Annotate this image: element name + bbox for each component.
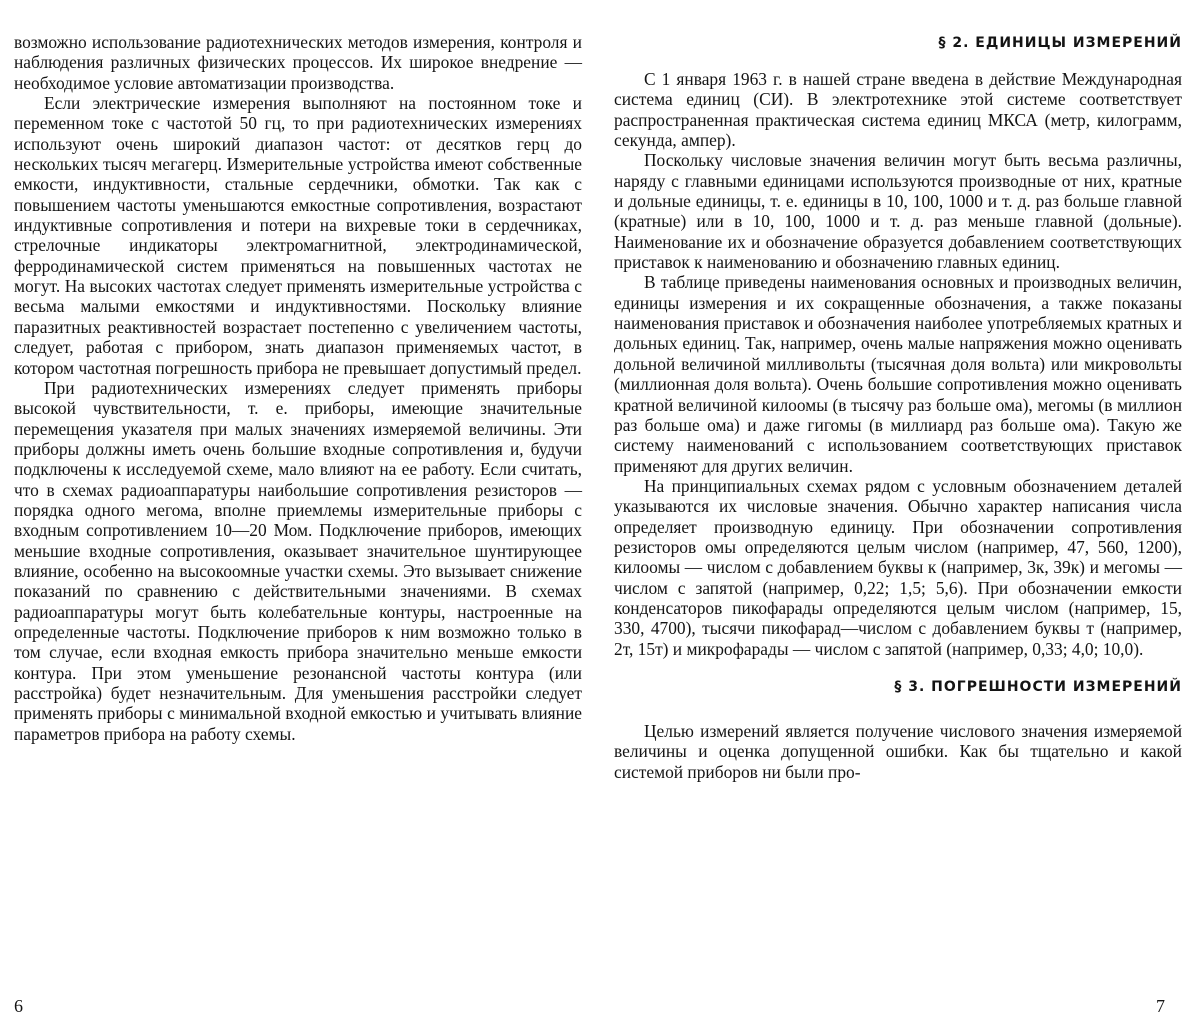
right-paragraph-4: На принципиальных схемах рядом с условным обозначением деталей указываются их числовые значения. Обычно характер написания числа определяет производную единицу. При обозначении сопротивления резисторов омы определяются целым числом (например, 47, 560, 1200), килоомы — числом с добавлением буквы к (например, 3к, 39к) и мегомы — числом с запятой (например, 0,22; 1,5; 5,6). При обозначении емкости конденсаторов пикофарады определяются целым числом (например, 15, 330, 4700), тысячи пикофарад—числом с добавлением буквы т (например, 2т, 15т) и микрофарады — числом с запятой (например, 0,33; 4,0; 10,0). [614, 475, 1182, 659]
left-paragraph-1: возможно использование радиотехнических методов измерения, контроля и наблюдения различных физических процессов. Их широкое внедрение — необходимое условие автоматизации производства. [14, 32, 582, 93]
right-paragraph-3: В таблице приведены наименования основных и производных величин, единицы измерения и их сокращенные обозначения, а также показаны наименования приставок и обозначения наиболее употребляемых кратных и дольных единиц. Так, например, очень малые напряжения можно оценивать дольной величиной милливольты (тысячная доля вольта) или микровольты (миллионная доля вольта). Очень большие сопротивления можно оценивать кратной величиной килоомы (в тысячу раз больше ома), мегомы (в миллион раз больше ома) и даже гигомы (в миллиард раз больше ома). Такую же систему наименований с использованием соответствующих приставок применяют для других величин. [614, 272, 1182, 476]
right-page [614, 32, 1182, 782]
section-3-heading: § 3. ПОГРЕШНОСТИ ИЗМЕРЕНИЙ [894, 678, 1182, 695]
left-page-number: 6 [14, 996, 23, 1016]
right-page-number: 7 [1156, 996, 1165, 1016]
left-paragraph-3: При радиотехнических измерениях следует применять приборы высокой чувствительности, т. е. приборы, имеющие значительные перемещения указателя при малых значениях измеряемой величины. Эти приборы должны иметь очень большие входные сопротивления и, будучи подключены к исследуемой схеме, мало влияют на ее работу. Если считать, что в схемах радиоаппаратуры наибольшие сопротивления резисторов — порядка одного мегома, вполне приемлемы измерительные приборы с входным сопротивлением 10—20 Мом. Подключение приборов, имеющих меньшие входные сопротивления, оказывает значительное шунтирующее влияние, особенно на высокоомные участки схемы. Это вызывает снижение показаний по сравнению с действительными значениями. В схемах радиоаппаратуры могут быть колебательные контуры, настроенные на определенные частоты. Подключение приборов к ним возможно только в том случае, если входная емкость прибора значительно меньше емкости контура. При этом уменьшение резонансной частоты контура (или расстройка) будет незначительным. Для уменьшения расстройки следует применять приборы с минимальной входной емкостью и учитывать влияние параметров прибора на работу схемы. [14, 377, 582, 744]
right-paragraph-5: Целью измерений является получение числового значения измеряемой величины и оценка допущенной ошибки. Как бы тщательно и какой системой приборов ни были про- [614, 720, 1182, 782]
left-paragraph-2: Если электрические измерения выполняют на постоянном токе и переменном токе с частотой 50 гц, то при радиотехнических измерениях используют очень широкий диапазон частот: от десятков герц до нескольких тысяч мегагерц. Измерительные устройства имеют собственные емкости, индуктивности, стальные сердечники, обмотки. Так как с повышением частоты уменьшаются емкостные сопротивления, возрастают индуктивные сопротивления и потери на вихревые токи в сердечниках, стрелочные индикаторы электромагнитной, электродинамической, ферродинамической систем применяться на повышенных частотах не могут. На высоких частотах следует применять измерительные устройства с весьма малыми емкостями и индуктивностями. Поскольку влияние паразитных реактивностей возрастает постепенно с увеличением частоты, следует, работая с прибором, знать диапазон применяемых частот, в котором частотная погрешность прибора не превышает допустимый предел. [14, 93, 582, 378]
left-page [14, 32, 582, 744]
right-paragraph-1: С 1 января 1963 г. в нашей стране введена в действие Международная система единиц (СИ). В электротехнике этой системе соответствует распространенная практическая система единиц МКСА (метр, килограмм, секунда, ампер). [614, 69, 1182, 151]
right-paragraph-2: Поскольку числовые значения величин могут быть весьма различны, наряду с главными единицами используются производные от них, кратные и дольные единицы, т. е. единицы в 10, 100, 1000 и т. д. раз больше главной (кратные) или в 10, 100, 1000 и т. д. раз меньше главной (дольные). Наименование их и обозначение образуется добавлением соответствующих приставок к наименованию и обозначению главных единиц. [614, 150, 1182, 273]
section-2-heading: § 2. ЕДИНИЦЫ ИЗМЕРЕНИЙ [938, 35, 1182, 51]
